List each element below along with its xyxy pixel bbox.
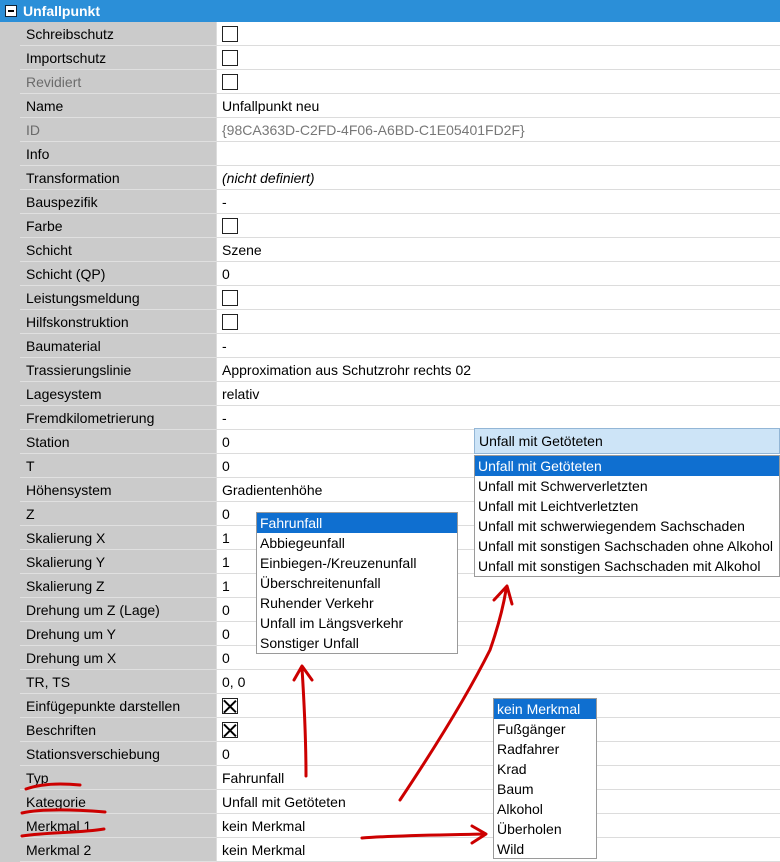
property-value[interactable]: Approximation aus Schutzrohr rechts 02 (216, 358, 780, 382)
checkbox[interactable] (222, 698, 238, 714)
row-gutter (0, 742, 20, 766)
property-label: Importschutz (20, 46, 216, 70)
property-row (0, 358, 780, 382)
property-label: Lagesystem (20, 382, 216, 406)
property-value[interactable]: 0 (216, 454, 780, 478)
property-value[interactable]: 0 (216, 262, 780, 286)
row-gutter (0, 694, 20, 718)
property-value[interactable]: kein Merkmal (216, 838, 780, 862)
property-label: Schreibschutz (20, 22, 216, 46)
property-checkbox-cell[interactable] (216, 214, 780, 238)
row-gutter (0, 622, 20, 646)
property-value[interactable]: kein Merkmal (216, 814, 780, 838)
property-row (0, 166, 780, 190)
property-value[interactable] (216, 142, 780, 166)
property-value[interactable]: relativ (216, 382, 780, 406)
property-checkbox-cell[interactable] (216, 46, 780, 70)
property-checkbox-cell[interactable] (216, 22, 780, 46)
row-gutter (0, 94, 20, 118)
property-label: Transformation (20, 166, 216, 190)
property-value[interactable]: - (216, 334, 780, 358)
property-value[interactable]: Unfall mit Getöteten (216, 790, 780, 814)
property-label: Drehung um Z (Lage) (20, 598, 216, 622)
checkbox[interactable] (222, 50, 238, 66)
property-row (0, 742, 780, 766)
kategorie-option[interactable]: Unfall mit sonstigen Sachschaden ohne Alkohol (478, 538, 773, 554)
typ-option[interactable]: Einbiegen-/Kreuzenunfall (260, 555, 417, 571)
property-label: Hilfskonstruktion (20, 310, 216, 334)
row-gutter (0, 574, 20, 598)
merkmal-option[interactable]: Wild (497, 841, 525, 857)
property-value[interactable]: 0 (216, 622, 780, 646)
collapse-icon[interactable] (5, 5, 17, 17)
checkbox[interactable] (222, 74, 238, 90)
merkmal-option[interactable]: kein Merkmal (494, 699, 596, 719)
typ-dropdown-list[interactable] (256, 512, 458, 654)
row-gutter (0, 382, 20, 406)
property-row (0, 406, 780, 430)
property-row (0, 310, 780, 334)
row-gutter (0, 646, 20, 670)
checkbox[interactable] (222, 314, 238, 330)
kategorie-option[interactable]: Unfall mit Leichtverletzten (478, 498, 639, 514)
property-row (0, 286, 780, 310)
property-label: Beschriften (20, 718, 216, 742)
row-gutter (0, 286, 20, 310)
typ-option[interactable]: Sonstiger Unfall (260, 635, 359, 651)
kategorie-combo-current[interactable] (474, 428, 780, 454)
property-value[interactable]: (nicht definiert) (216, 166, 780, 190)
property-label: Skalierung Y (20, 550, 216, 574)
property-label: Drehung um X (20, 646, 216, 670)
property-label: Schicht (20, 238, 216, 262)
property-row (0, 190, 780, 214)
row-gutter (0, 718, 20, 742)
property-value[interactable]: Gradientenhöhe (216, 478, 780, 502)
property-label: Revidiert (20, 70, 216, 94)
property-value[interactable]: 0 (216, 646, 780, 670)
property-label: Leistungsmeldung (20, 286, 216, 310)
property-label: Baumaterial (20, 334, 216, 358)
property-row (0, 790, 780, 814)
property-row (0, 94, 780, 118)
merkmal-dropdown-list[interactable] (493, 698, 597, 859)
row-gutter (0, 478, 20, 502)
property-value[interactable]: 1 (216, 574, 780, 598)
checkbox[interactable] (222, 722, 238, 738)
property-label: Bauspezifik (20, 190, 216, 214)
property-label: Stationsverschiebung (20, 742, 216, 766)
row-gutter (0, 214, 20, 238)
row-gutter (0, 526, 20, 550)
row-gutter (0, 190, 20, 214)
property-value[interactable]: 0 (216, 598, 780, 622)
property-row (0, 670, 780, 694)
row-gutter (0, 334, 20, 358)
merkmal-option[interactable]: Überholen (497, 821, 562, 837)
row-gutter (0, 22, 20, 46)
checkbox[interactable] (222, 26, 238, 42)
property-value[interactable]: 1 (216, 550, 780, 574)
row-gutter (0, 358, 20, 382)
row-gutter (0, 838, 20, 862)
property-row (0, 838, 780, 862)
property-row (0, 214, 780, 238)
property-row (0, 142, 780, 166)
kategorie-option[interactable]: Unfall mit sonstigen Sachschaden mit Alkohol (478, 558, 761, 574)
property-label: Typ (20, 766, 216, 790)
property-label: Fremdkilometrierung (20, 406, 216, 430)
property-value[interactable]: {98CA363D-C2FD-4F06-A6BD-C1E05401FD2F} (216, 118, 780, 142)
row-gutter (0, 454, 20, 478)
checkbox[interactable] (222, 290, 238, 306)
row-gutter (0, 142, 20, 166)
property-label: Info (20, 142, 216, 166)
merkmal-option[interactable]: Krad (497, 761, 527, 777)
merkmal-option[interactable]: Fußgänger (497, 721, 566, 737)
property-label: Merkmal 1 (20, 814, 216, 838)
property-label: Schicht (QP) (20, 262, 216, 286)
property-label: Farbe (20, 214, 216, 238)
panel-title: Unfallpunkt (23, 3, 100, 19)
property-label: ID (20, 118, 216, 142)
property-row (0, 22, 780, 46)
property-checkbox-cell[interactable] (216, 70, 780, 94)
property-label: Z (20, 502, 216, 526)
typ-option[interactable]: Unfall im Längsverkehr (260, 615, 404, 631)
property-row (0, 238, 780, 262)
row-gutter (0, 598, 20, 622)
kategorie-option[interactable]: Unfall mit Schwerverletzten (478, 478, 648, 494)
row-gutter (0, 262, 20, 286)
property-checkbox-cell[interactable] (216, 286, 780, 310)
property-value[interactable]: 0 (216, 502, 780, 526)
property-label: Station (20, 430, 216, 454)
typ-option[interactable]: Überschreitenunfall (260, 575, 381, 591)
merkmal-option[interactable]: Radfahrer (497, 741, 560, 757)
property-label: Skalierung X (20, 526, 216, 550)
property-label: TR, TS (20, 670, 216, 694)
row-gutter (0, 166, 20, 190)
property-value[interactable]: 1 (216, 526, 780, 550)
typ-option[interactable]: Fahrunfall (257, 513, 457, 533)
row-gutter (0, 406, 20, 430)
property-value[interactable]: Szene (216, 238, 780, 262)
property-value[interactable]: - (216, 406, 780, 430)
property-label: Drehung um Y (20, 622, 216, 646)
typ-option[interactable]: Ruhender Verkehr (260, 595, 374, 611)
row-gutter (0, 70, 20, 94)
property-row (0, 382, 780, 406)
merkmal-option[interactable]: Baum (497, 781, 534, 797)
property-label: Trassierungslinie (20, 358, 216, 382)
row-gutter (0, 790, 20, 814)
row-gutter (0, 310, 20, 334)
property-label: Höhensystem (20, 478, 216, 502)
row-gutter (0, 238, 20, 262)
property-checkbox-cell[interactable] (216, 310, 780, 334)
kategorie-option[interactable]: Unfall mit Getöteten (475, 456, 779, 476)
merkmal-option[interactable]: Alkohol (497, 801, 543, 817)
property-row (0, 262, 780, 286)
property-row (0, 814, 780, 838)
property-value[interactable]: Unfallpunkt neu (216, 94, 780, 118)
property-value[interactable]: 0 (216, 742, 780, 766)
property-value[interactable]: 0, 0 (216, 670, 780, 694)
property-value[interactable]: Fahrunfall (216, 766, 780, 790)
row-gutter (0, 430, 20, 454)
kategorie-dropdown-list[interactable] (474, 455, 780, 577)
kategorie-current-value: Unfall mit Getöteten (479, 433, 603, 449)
property-label: Skalierung Z (20, 574, 216, 598)
property-row (0, 334, 780, 358)
property-label: Merkmal 2 (20, 838, 216, 862)
row-gutter (0, 502, 20, 526)
row-gutter (0, 118, 20, 142)
checkbox[interactable] (222, 218, 238, 234)
property-label: Einfügepunkte darstellen (20, 694, 216, 718)
row-gutter (0, 814, 20, 838)
row-gutter (0, 670, 20, 694)
property-value[interactable]: - (216, 190, 780, 214)
property-row (0, 694, 780, 718)
property-label: T (20, 454, 216, 478)
property-label: Kategorie (20, 790, 216, 814)
property-row (0, 718, 780, 742)
property-value[interactable]: 0 (216, 430, 780, 454)
typ-option[interactable]: Abbiegeunfall (260, 535, 345, 551)
property-row (0, 766, 780, 790)
property-row (0, 70, 780, 94)
row-gutter (0, 550, 20, 574)
property-label: Name (20, 94, 216, 118)
property-row (0, 118, 780, 142)
kategorie-option[interactable]: Unfall mit schwerwiegendem Sachschaden (478, 518, 745, 534)
row-gutter (0, 766, 20, 790)
row-gutter (0, 46, 20, 70)
panel-header[interactable] (0, 0, 780, 22)
property-row (0, 46, 780, 70)
